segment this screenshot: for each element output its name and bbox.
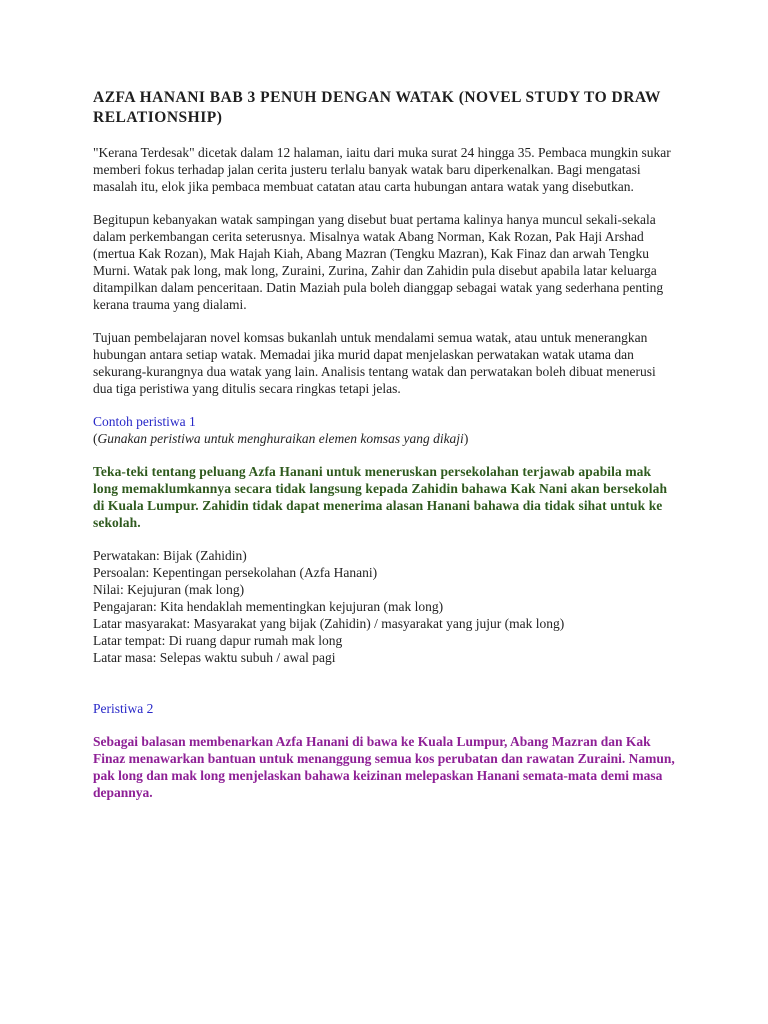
event-1-summary: Teka-teki tentang peluang Azfa Hanani untuk meneruskan persekolahan terjawab apabila mak long memaklumkannya secara tidak langsung kepada Zahidin bahawa Kak Nani akan bersekolah di Kuala Lumpur. Zahidin tidak dapat menerima alasan Hanani bahawa dia tidak sihat untuk ke sekolah. (93, 464, 668, 530)
contoh-peristiwa-1-note (93, 430, 678, 447)
element-latar-tempat: Latar tempat: Di ruang dapur rumah mak long (93, 633, 343, 648)
element-pengajaran: Pengajaran: Kita hendaklah mementingkan kejujuran (mak long) (93, 599, 444, 614)
close-paren: ) (463, 431, 469, 446)
open-paren: ( (93, 431, 98, 446)
element-persoalan: Persoalan: Kepentingan persekolahan (Azfa Hanani) (93, 565, 378, 580)
element-perwatakan: Perwatakan: Bijak (Zahidin) (93, 548, 247, 563)
peristiwa-2-heading: Peristiwa 2 (93, 701, 154, 716)
note-text: Gunakan peristiwa untuk menghuraikan elemen komsas yang dikaji (97, 431, 464, 446)
element-latar-masyarakat: Latar masyarakat: Masyarakat yang bijak (Zahidin) / masyarakat yang jujur (mak long) (93, 616, 565, 631)
paragraph-side-characters: Begitupun kebanyakan watak sampingan yang disebut buat pertama kalinya hanya muncul sekali-sekala dalam perkembangan cerita seterusnya. Misalnya watak Abang Norman, Kak Rozan, Pak Haji Arshad (mertua Kak Rozan), Mak Hajah Kiah, Abang Mazran (Tengku Mazran), Kak Finaz dan arwah Tengku Murni. Watak pak long, mak long, Zuraini, Zurina, Zahir dan Zahidin pula disebut apabila latar keluarga ditampilkan dalam penceritaan. Datin Maziah pula boleh dianggap sebagai watak yang sederhana penting kerana trauma yang dialami. (93, 212, 664, 312)
paragraph-intro: "Kerana Terdesak" dicetak dalam 12 halaman, iaitu dari muka surat 24 hingga 35. Pembaca mungkin sukar memberi fokus terhadap jalan cerita justeru terlalu banyak watak baru diperkenalkan. Bagi mengatasi masalah itu, elok jika pembaca membuat catatan atau carta hubungan antara watak yang disebutkan. (93, 145, 671, 194)
komsas-elements-list (93, 547, 678, 666)
paragraph-learning-goal: Tujuan pembelajaran novel komsas bukanlah untuk mendalami semua watak, atau untuk menerangkan hubungan antara setiap watak. Memadai jika murid dapat menjelaskan perwatakan watak utama dan sekurang-kurangnya dua watak yang lain. Analisis tentang watak dan perwatakan boleh dibuat menerusi dua tiga peristiwa yang ditulis secara ringkas tetapi jelas. (93, 330, 656, 396)
contoh-peristiwa-1-heading: Contoh peristiwa 1 (93, 414, 196, 429)
document-title: AZFA HANANI BAB 3 PENUH DENGAN WATAK (NOVEL STUDY TO DRAW RELATIONSHIP) (93, 89, 661, 126)
event-2-summary: Sebagai balasan membenarkan Azfa Hanani di bawa ke Kuala Lumpur, Abang Mazran dan Kak Finaz menawarkan bantuan untuk menanggung semua kos perubatan dan rawatan Zuraini. Namun, pak long dan mak long menjelaskan bahawa keizinan melepaskan Hanani semata-mata demi masa depannya. (93, 734, 675, 800)
element-nilai: Nilai: Kejujuran (mak long) (93, 582, 245, 597)
document-page (93, 88, 678, 801)
element-latar-masa: Latar masa: Selepas waktu subuh / awal pagi (93, 650, 336, 665)
